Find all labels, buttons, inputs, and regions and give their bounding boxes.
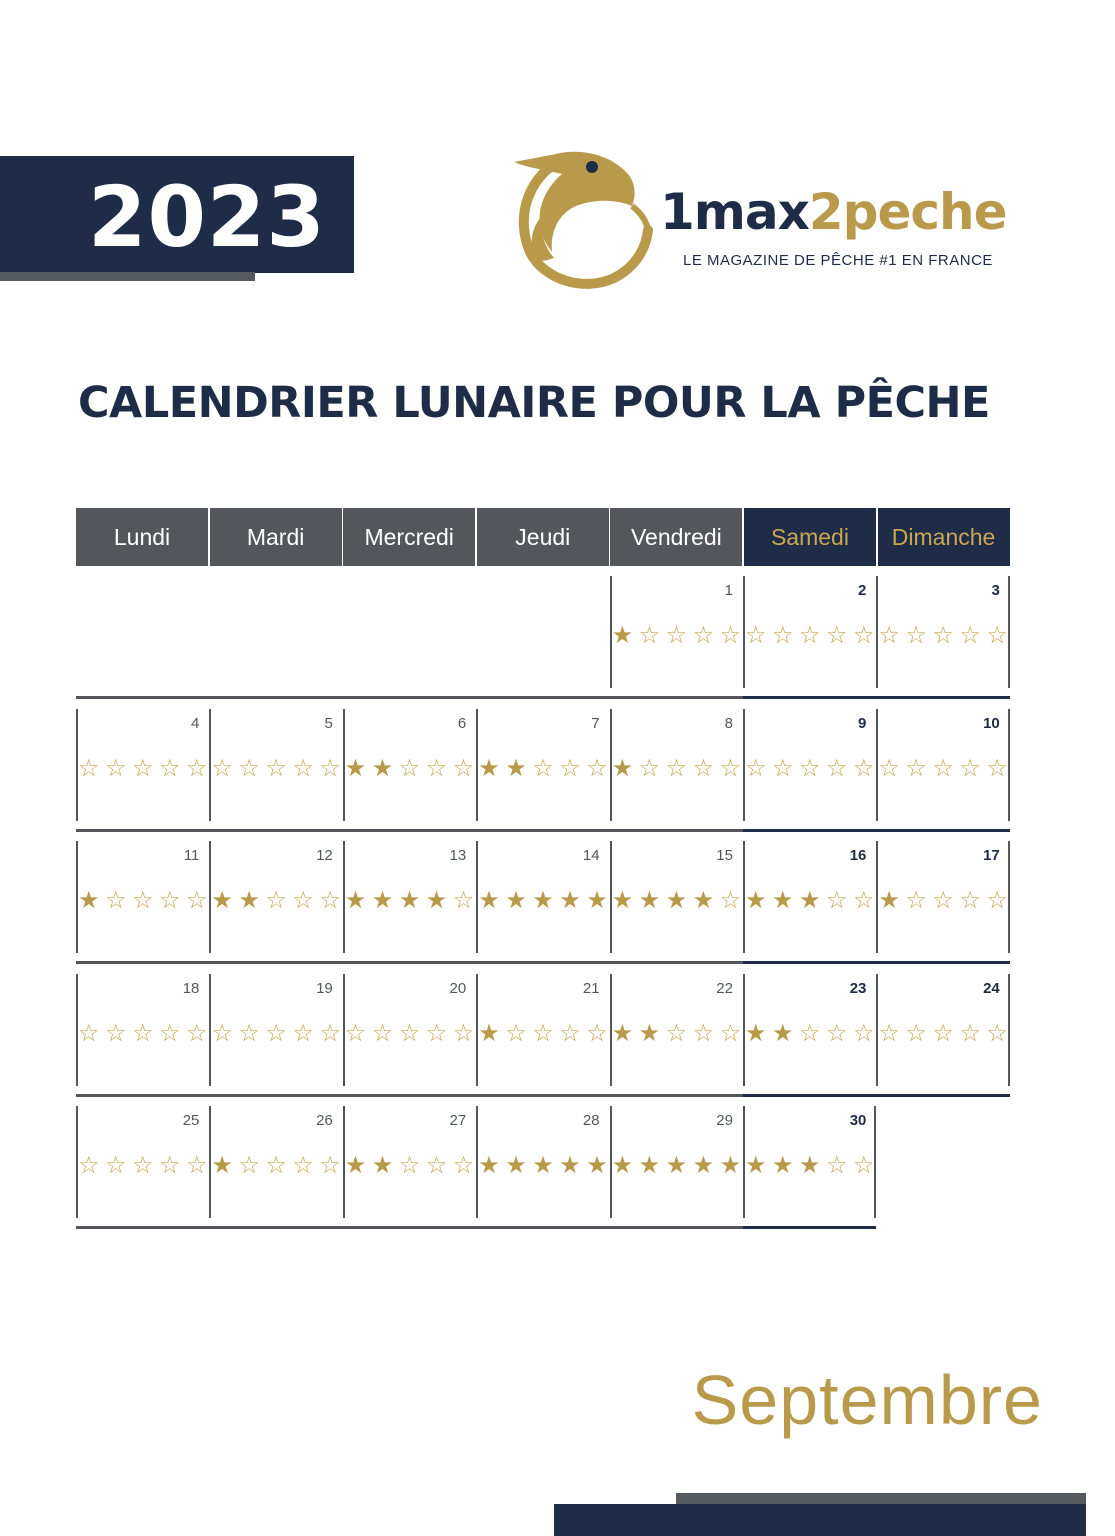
day-number: 7 [591, 714, 600, 732]
star-empty-icon: ☆ [878, 753, 900, 782]
week-separator [76, 1226, 743, 1229]
star-empty-icon: ☆ [799, 621, 821, 649]
day-cell [209, 841, 342, 955]
brand-name [660, 182, 1007, 242]
day-cell [610, 841, 743, 955]
star-empty-icon: ☆ [78, 1018, 100, 1047]
star-empty-icon: ☆ [959, 886, 981, 914]
star-filled-icon: ★ [586, 1151, 608, 1179]
star-empty-icon: ☆ [905, 621, 927, 649]
day-number: 18 [182, 979, 200, 997]
star-empty-icon: ☆ [932, 753, 954, 782]
star-filled-icon: ★ [772, 1018, 794, 1047]
star-empty-icon: ☆ [905, 753, 927, 782]
star-empty-icon: ☆ [719, 886, 742, 914]
star-filled-icon: ★ [371, 1151, 394, 1179]
star-empty-icon: ☆ [799, 753, 821, 782]
day-number: 20 [449, 979, 467, 997]
star-filled-icon: ★ [692, 1151, 715, 1179]
star-empty-icon: ☆ [78, 1151, 100, 1179]
star-empty-icon: ☆ [586, 1018, 608, 1047]
star-empty-icon: ☆ [265, 886, 287, 914]
star-filled-icon: ★ [478, 753, 500, 782]
star-rating [743, 622, 876, 648]
star-empty-icon: ☆ [319, 1018, 341, 1047]
star-empty-icon: ☆ [665, 621, 688, 649]
star-rating [476, 1152, 609, 1178]
star-empty-icon: ☆ [452, 886, 475, 914]
weekday-header [76, 508, 1010, 566]
weekend-separator [743, 829, 1010, 832]
star-empty-icon: ☆ [905, 1018, 927, 1047]
day-cell [743, 709, 876, 823]
star-filled-icon: ★ [611, 753, 634, 782]
day-cell [876, 709, 1009, 823]
fish-logo-icon [506, 140, 656, 292]
star-empty-icon: ☆ [238, 1151, 260, 1179]
day-cell [209, 974, 342, 1088]
day-number: 19 [316, 979, 333, 997]
star-empty-icon: ☆ [745, 621, 767, 649]
week-separator [76, 1094, 743, 1097]
star-filled-icon: ★ [878, 886, 900, 914]
weekend-separator [743, 1094, 1010, 1097]
star-rating [743, 755, 876, 781]
star-filled-icon: ★ [425, 886, 448, 914]
star-empty-icon: ☆ [826, 886, 848, 914]
star-empty-icon: ☆ [452, 1018, 475, 1047]
star-filled-icon: ★ [371, 886, 394, 914]
day-cell [610, 576, 743, 690]
star-empty-icon: ☆ [959, 1018, 981, 1047]
star-rating [876, 887, 1009, 913]
day-number: 27 [449, 1112, 467, 1129]
day-number: 21 [582, 979, 600, 997]
star-empty-icon: ☆ [853, 1151, 875, 1179]
star-empty-icon: ☆ [505, 1018, 527, 1047]
star-filled-icon: ★ [611, 1151, 634, 1179]
star-empty-icon: ☆ [425, 1151, 448, 1179]
star-empty-icon: ☆ [186, 1151, 208, 1179]
weekday-tuesday: Mardi [210, 508, 342, 566]
star-rating [343, 1020, 476, 1046]
star-empty-icon: ☆ [398, 753, 421, 782]
star-filled-icon: ★ [719, 1151, 742, 1179]
day-cell [76, 1106, 209, 1220]
weekday-friday: Vendredi [610, 508, 742, 566]
day-number: 17 [983, 847, 1000, 864]
star-rating [343, 755, 476, 781]
star-empty-icon: ☆ [159, 1151, 181, 1179]
weekday-sunday: Dimanche [878, 508, 1010, 566]
star-filled-icon: ★ [478, 1151, 500, 1179]
weekend-separator [743, 696, 1010, 699]
star-filled-icon: ★ [586, 886, 608, 914]
star-filled-icon: ★ [505, 1151, 527, 1179]
day-number: 8 [724, 714, 733, 732]
star-empty-icon: ☆ [425, 753, 448, 782]
day-number: 28 [582, 1112, 600, 1129]
star-empty-icon: ☆ [159, 886, 181, 914]
star-empty-icon: ☆ [452, 753, 475, 782]
star-rating [209, 755, 342, 781]
star-empty-icon: ☆ [159, 753, 181, 782]
star-empty-icon: ☆ [319, 1151, 341, 1179]
star-empty-icon: ☆ [211, 753, 233, 782]
star-empty-icon: ☆ [238, 1018, 260, 1047]
day-cell [476, 1106, 609, 1220]
star-filled-icon: ★ [344, 753, 367, 782]
star-empty-icon: ☆ [826, 1018, 848, 1047]
star-rating [610, 1152, 743, 1178]
weekday-monday: Lundi [76, 508, 208, 566]
star-rating [876, 755, 1009, 781]
star-rating [76, 887, 209, 913]
star-filled-icon: ★ [371, 753, 394, 782]
star-empty-icon: ☆ [105, 753, 127, 782]
day-number: 23 [849, 979, 867, 997]
day-cell [343, 1106, 476, 1220]
star-empty-icon: ☆ [398, 1018, 421, 1047]
star-empty-icon: ☆ [159, 1018, 181, 1047]
star-empty-icon: ☆ [132, 886, 154, 914]
day-cell [610, 974, 743, 1088]
day-number: 5 [324, 714, 333, 732]
star-filled-icon: ★ [398, 886, 421, 914]
star-rating [76, 1020, 209, 1046]
day-number: 16 [849, 847, 867, 864]
star-empty-icon: ☆ [371, 1018, 394, 1047]
star-empty-icon: ☆ [719, 621, 742, 649]
star-empty-icon: ☆ [772, 621, 794, 649]
day-number: 3 [991, 582, 1000, 599]
star-empty-icon: ☆ [559, 1018, 581, 1047]
bottom-band [554, 1504, 1086, 1536]
star-empty-icon: ☆ [398, 1151, 421, 1179]
day-number: 25 [182, 1112, 200, 1129]
star-empty-icon: ☆ [986, 886, 1008, 914]
day-cell [743, 1106, 876, 1220]
star-filled-icon: ★ [559, 886, 581, 914]
star-empty-icon: ☆ [105, 886, 127, 914]
star-empty-icon: ☆ [319, 753, 341, 782]
calendar-title: CALENDRIER LUNAIRE POUR LA PÊCHE [78, 378, 990, 428]
day-number: 14 [582, 847, 600, 864]
star-empty-icon: ☆ [878, 1018, 900, 1047]
day-number: 2 [858, 582, 867, 599]
star-empty-icon: ☆ [905, 886, 927, 914]
star-empty-icon: ☆ [319, 886, 341, 914]
star-empty-icon: ☆ [292, 886, 314, 914]
year-band-shadow [0, 272, 255, 281]
star-filled-icon: ★ [665, 1151, 688, 1179]
star-filled-icon: ★ [638, 1018, 661, 1047]
star-rating [209, 1152, 342, 1178]
day-number: 11 [183, 847, 200, 864]
star-empty-icon: ☆ [186, 753, 208, 782]
star-rating [876, 622, 1009, 648]
day-cell [743, 974, 876, 1088]
star-rating [209, 1020, 342, 1046]
day-cell [343, 709, 476, 823]
star-filled-icon: ★ [745, 1018, 767, 1047]
star-rating [610, 887, 743, 913]
star-filled-icon: ★ [692, 886, 715, 914]
star-empty-icon: ☆ [932, 621, 954, 649]
star-empty-icon: ☆ [532, 753, 554, 782]
star-filled-icon: ★ [211, 886, 233, 914]
star-empty-icon: ☆ [826, 753, 848, 782]
day-cell [876, 974, 1009, 1088]
day-cell [476, 841, 609, 955]
star-empty-icon: ☆ [292, 1018, 314, 1047]
star-filled-icon: ★ [478, 1018, 500, 1047]
star-empty-icon: ☆ [692, 753, 715, 782]
star-rating [209, 887, 342, 913]
weekday-wednesday: Mercredi [343, 508, 475, 566]
star-rating [476, 887, 609, 913]
day-number: 1 [724, 582, 733, 599]
star-empty-icon: ☆ [986, 1018, 1008, 1047]
star-rating [610, 1020, 743, 1046]
star-filled-icon: ★ [238, 886, 260, 914]
star-empty-icon: ☆ [265, 1151, 287, 1179]
day-cell [476, 709, 609, 823]
star-empty-icon: ☆ [238, 753, 260, 782]
star-rating [743, 1020, 876, 1046]
star-empty-icon: ☆ [425, 1018, 448, 1047]
star-empty-icon: ☆ [826, 1151, 848, 1179]
star-empty-icon: ☆ [559, 753, 581, 782]
star-filled-icon: ★ [211, 1151, 233, 1179]
star-filled-icon: ★ [745, 1151, 767, 1179]
star-filled-icon: ★ [478, 886, 500, 914]
star-rating [743, 1152, 876, 1178]
star-empty-icon: ☆ [932, 886, 954, 914]
star-filled-icon: ★ [505, 753, 527, 782]
day-cell [343, 974, 476, 1088]
weekday-thursday: Jeudi [477, 508, 609, 566]
star-empty-icon: ☆ [959, 621, 981, 649]
day-cell [876, 841, 1009, 955]
star-filled-icon: ★ [505, 886, 527, 914]
star-empty-icon: ☆ [853, 753, 875, 782]
star-filled-icon: ★ [611, 1018, 634, 1047]
star-empty-icon: ☆ [265, 1018, 287, 1047]
weekend-separator [743, 961, 1010, 964]
star-empty-icon: ☆ [986, 753, 1008, 782]
star-rating [343, 1152, 476, 1178]
star-filled-icon: ★ [532, 1151, 554, 1179]
day-cell [76, 974, 209, 1088]
day-cell [876, 576, 1009, 690]
star-empty-icon: ☆ [692, 1018, 715, 1047]
star-rating [476, 1020, 609, 1046]
star-empty-icon: ☆ [105, 1018, 127, 1047]
star-empty-icon: ☆ [878, 621, 900, 649]
week-separator [76, 696, 743, 699]
star-filled-icon: ★ [799, 886, 821, 914]
star-filled-icon: ★ [559, 1151, 581, 1179]
star-empty-icon: ☆ [292, 753, 314, 782]
star-empty-icon: ☆ [665, 1018, 688, 1047]
star-filled-icon: ★ [344, 886, 367, 914]
day-number: 12 [316, 847, 333, 864]
star-empty-icon: ☆ [532, 1018, 554, 1047]
star-empty-icon: ☆ [132, 753, 154, 782]
star-empty-icon: ☆ [799, 1018, 821, 1047]
star-filled-icon: ★ [799, 1151, 821, 1179]
star-empty-icon: ☆ [292, 1151, 314, 1179]
day-number: 24 [983, 979, 1000, 997]
star-empty-icon: ☆ [665, 753, 688, 782]
star-filled-icon: ★ [665, 886, 688, 914]
star-rating [476, 755, 609, 781]
day-number: 4 [191, 714, 200, 732]
star-rating [343, 887, 476, 913]
bottom-band-shadow [676, 1493, 1086, 1504]
star-empty-icon: ☆ [853, 621, 875, 649]
star-empty-icon: ☆ [959, 753, 981, 782]
star-empty-icon: ☆ [265, 753, 287, 782]
star-empty-icon: ☆ [853, 886, 875, 914]
star-rating [76, 755, 209, 781]
star-filled-icon: ★ [78, 886, 100, 914]
day-cell [209, 709, 342, 823]
year-label: 2023 [88, 168, 326, 266]
star-empty-icon: ☆ [986, 621, 1008, 649]
day-number: 10 [983, 714, 1000, 732]
star-empty-icon: ☆ [211, 1018, 233, 1047]
star-empty-icon: ☆ [105, 1151, 127, 1179]
star-empty-icon: ☆ [719, 753, 742, 782]
star-empty-icon: ☆ [132, 1151, 154, 1179]
star-empty-icon: ☆ [745, 753, 767, 782]
star-filled-icon: ★ [745, 886, 767, 914]
brand-tagline: LE MAGAZINE DE PÊCHE #1 EN FRANCE [683, 252, 993, 269]
star-empty-icon: ☆ [853, 1018, 875, 1047]
day-number: 22 [716, 979, 733, 997]
star-rating [876, 1020, 1009, 1046]
day-number: 6 [457, 714, 467, 732]
day-cell [209, 1106, 342, 1220]
brand-name-part2: 2peche [808, 183, 1007, 241]
weekday-saturday: Samedi [744, 508, 876, 566]
day-number: 26 [316, 1112, 333, 1129]
week-separator [76, 961, 743, 964]
star-empty-icon: ☆ [132, 1018, 154, 1047]
day-number: 29 [716, 1112, 733, 1129]
day-cell [476, 974, 609, 1088]
star-empty-icon: ☆ [638, 621, 661, 649]
weekend-separator [743, 1226, 876, 1229]
week-separator [76, 829, 743, 832]
star-empty-icon: ☆ [692, 621, 715, 649]
day-cell [76, 709, 209, 823]
star-filled-icon: ★ [611, 886, 634, 914]
star-filled-icon: ★ [638, 1151, 661, 1179]
day-number: 30 [849, 1112, 867, 1129]
star-rating [76, 1152, 209, 1178]
month-name: Septembre [691, 1361, 1043, 1439]
star-filled-icon: ★ [344, 1151, 367, 1179]
day-cell [743, 576, 876, 690]
day-cell [76, 841, 209, 955]
star-rating [610, 622, 743, 648]
star-empty-icon: ☆ [344, 1018, 367, 1047]
star-empty-icon: ☆ [78, 753, 100, 782]
day-cell [343, 841, 476, 955]
day-cell [610, 709, 743, 823]
day-number: 15 [716, 847, 733, 864]
star-empty-icon: ☆ [638, 753, 661, 782]
star-filled-icon: ★ [611, 621, 634, 649]
star-filled-icon: ★ [532, 886, 554, 914]
star-empty-icon: ☆ [186, 1018, 208, 1047]
star-rating [610, 755, 743, 781]
brand-name-part1: 1max [660, 183, 809, 241]
star-empty-icon: ☆ [452, 1151, 475, 1179]
day-number: 9 [858, 714, 867, 732]
star-empty-icon: ☆ [586, 753, 608, 782]
star-empty-icon: ☆ [186, 886, 208, 914]
star-filled-icon: ★ [638, 886, 661, 914]
day-cell [610, 1106, 743, 1220]
star-empty-icon: ☆ [932, 1018, 954, 1047]
star-empty-icon: ☆ [772, 753, 794, 782]
day-cell [743, 841, 876, 955]
star-empty-icon: ☆ [719, 1018, 742, 1047]
day-number: 13 [449, 847, 467, 864]
star-filled-icon: ★ [772, 1151, 794, 1179]
star-rating [743, 887, 876, 913]
star-filled-icon: ★ [772, 886, 794, 914]
star-empty-icon: ☆ [826, 621, 848, 649]
